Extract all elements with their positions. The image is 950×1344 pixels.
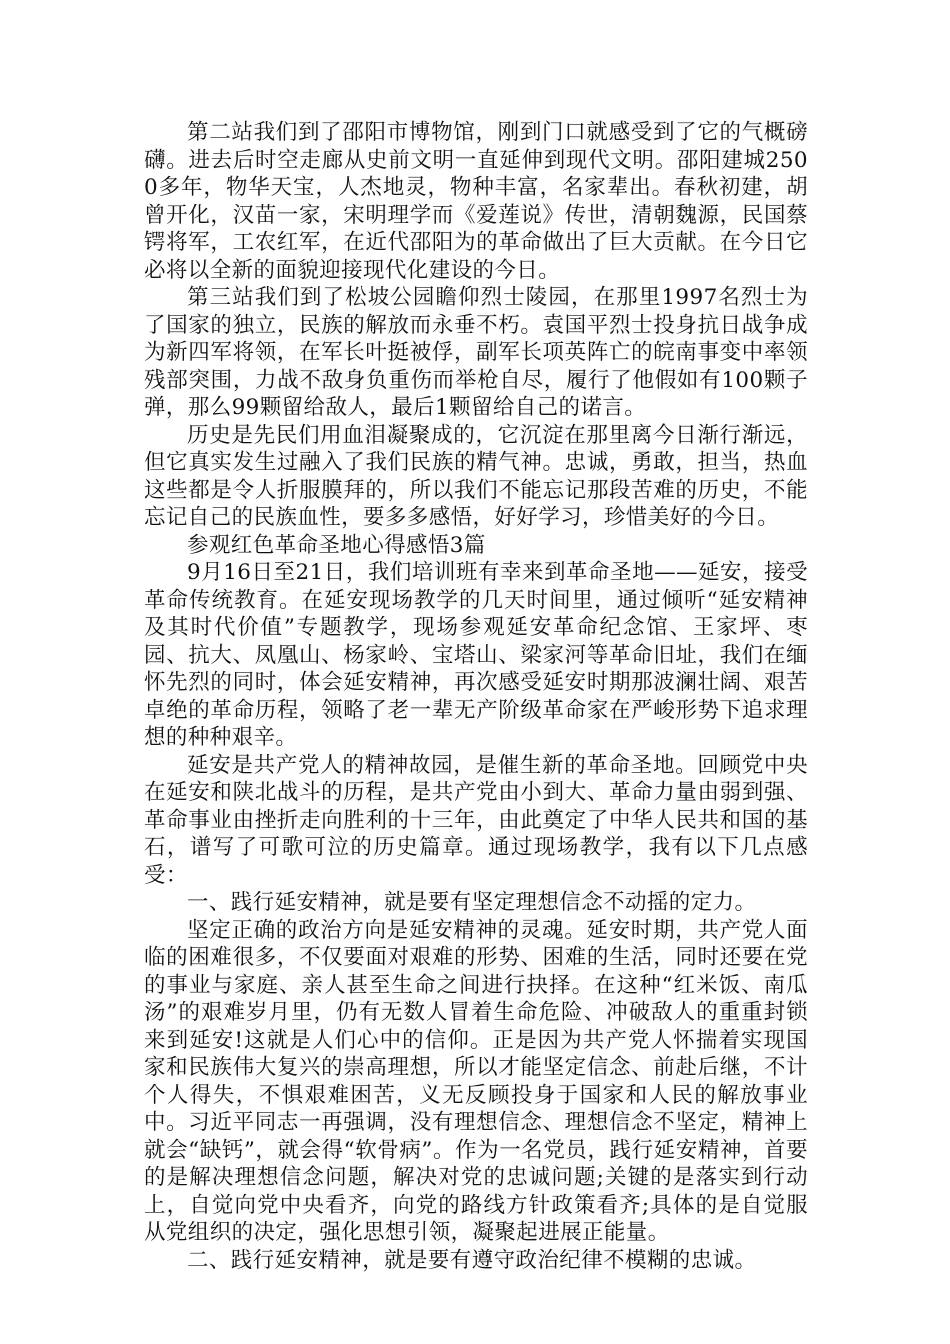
paragraph-lingyuan: 第三站我们到了松坡公园瞻仰烈士陵园，在那里1997名烈士为了国家的独立，民族的解放而永垂不朽。袁国平烈士投身抗日战争成为新四军将领，在军长叶挺被俘，副军长项英阵亡的皖南事变中率领残部突围，力战不敌身负重伤而举枪自尽，履行了他假如有100颗子弹，那么99颗留给敌人，最后1颗留给自己的诺言。 bbox=[144, 285, 808, 420]
heading-point-one: 一、践行延安精神，就是要有坚定理想信念不动摇的定力。 bbox=[187, 890, 757, 915]
document-body bbox=[144, 119, 808, 1274]
heading-point-two: 二、践行延安精神，就是要有遵守政治纪律不模糊的忠诚。 bbox=[187, 1247, 757, 1273]
paragraph-yanan-gaiyuan: 延安是共产党人的精神故园，是催生新的革命圣地。回顾党中央在延安和陕北战斗的历程，是共产党由小到大、革命力量由弱到强、革命事业由挫折走向胜利的十三年，由此奠定了中华人民共和国的基石，谱写了可歌可泣的历史篇章。通过现场教学，我有以下几点感受： bbox=[144, 752, 808, 888]
paragraph-lishi: 历史是先民们用血泪凝聚成的，它沉淀在那里离今日渐行渐远，但它真实发生过融入了我们民族的精气神。忠诚，勇敢，担当，热血这些都是令人折服膜拜的，所以我们不能忘记那段苦难的历史，不能忘记自己的民族血性，要多多感悟，好好学习，珍惜美好的今日。 bbox=[144, 422, 808, 530]
section-title: 参观红色革命圣地心得感悟3篇 bbox=[187, 532, 486, 558]
paragraph-point-one-body: 坚定正确的政治方向是延安精神的灵魂。延安时期，共产党人面临的困难很多，不仅要面对艰难的形势、困难的生活，同时还要在党的事业与家庭、亲人甚至生命之间进行抉择。在这种“红米饭、南瓜汤”的艰难岁月里，仍有无数人冒着生命危险、冲破敌人的重重封锁来到延安!这就是人们心中的信仰。正是因为共产党人怀揣着实现国家和民族伟大复兴的崇高理想，所以才能坚定信念、前赴后继，不计个人得失，不惧艰难困苦，义无反顾投身于国家和人民的解放事业中。习近平同志一再强调，没有理想信念、理想信念不坚定，精神上就会“缺钙”，就会得“软骨病”。作为一名党员，践行延安精神，首要的是解决理想信念问题，解决对党的忠诚问题;关键的是落实到行动上，自觉向党中央看齐，向党的路线方针政策看齐;具体的是自觉服从党组织的决定，强化思想引领，凝聚起进展正能量。 bbox=[144, 917, 808, 1245]
paragraph-yanan-intro: 9月16日至21日，我们培训班有幸来到革命圣地——延安，接受革命传统教育。在延安现场教学的几天时间里，通过倾听“延安精神及其时代价值”专题教学，现场参观延安革命纪念馆、王家坪、枣园、抗大、凤凰山、杨家岭、宝塔山、梁家河等革命旧址，我们在缅怀先烈的同时，体会延安精神，再次感受延安时期那波澜壮阔、艰苦卓绝的革命历程，领略了老一辈无产阶级革命家在严峻形势下追求理想的种种艰辛。 bbox=[144, 560, 808, 750]
paragraph-bowuguan: 第二站我们到了邵阳市博物馆，刚到门口就感受到了它的气概磅礴。进去后时空走廊从史前文明一直延伸到现代文明。邵阳建城2500多年，物华天宝，人杰地灵，物种丰富，名家辈出。春秋初建，胡曾开化，汉苗一家，宋明理学而《爱莲说》传世，清朝魏源，民国蔡锷将军，工农红军，在近代邵阳为的革命做出了巨大贡献。在今日它必将以全新的面貌迎接现代化建设的今日。 bbox=[144, 120, 808, 283]
